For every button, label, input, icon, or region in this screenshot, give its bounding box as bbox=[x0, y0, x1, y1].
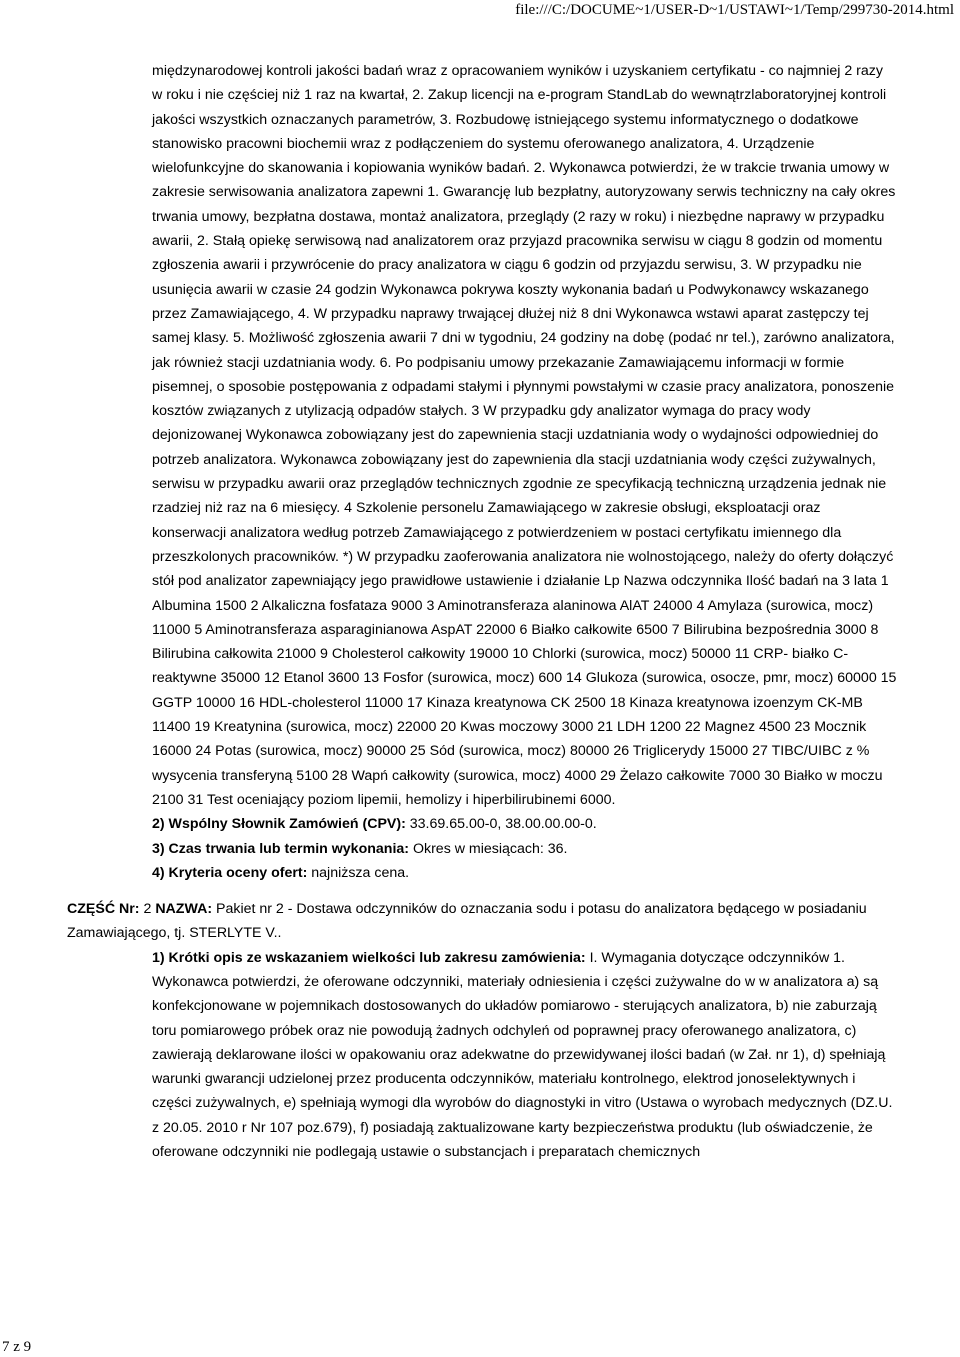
name-value: Pakiet nr 2 - Dostawa odczynników do oznaczania sodu i potasu do analizatora będącego w posiadaniu Zamawiającego, tj. STERLYTE V.. bbox=[67, 901, 867, 942]
duration-value: Okres w miesiącach: 36. bbox=[409, 840, 568, 857]
criteria-line bbox=[152, 861, 897, 885]
part-label: CZĘŚĆ Nr: bbox=[67, 901, 140, 918]
requirements-paragraph: międzynarodowej kontroli jakości badań wraz z opracowaniem wyników i uzyskaniem certyfikatu - co najmniej 2 razy w roku i nie częściej niż 1 raz na kwartał, 2. Zakup licencji na e-program StandLab do wewnątrzlaboratoryjnej kontroli jakości wszystkich oznaczanych parametrów, 3. Rozbudowę istniejącego systemu informatycznego o dodatkowe stanowisko pracowni biochemii wraz z podłączeniem do systemu oferowanego analizatora, 4. Urządzenie wielofunkcyjne do skanowania i kopiowania wyników badań. 2. Wykonawca potwierdzi, że w trakcie trwania umowy w zakresie serwisowania analizatora zapewni 1. Gwarancję lub bezpłatny, autoryzowany serwis techniczny na cały okres trwania umowy, bezpłatna dostawa, montaż analizatora, przeglądy (2 razy w roku) i niezbędne naprawy w przypadku awarii, 2. Stałą opiekę serwisową nad analizatorem oraz przyjazd pracownika serwisu w ciągu 8 godzin od momentu zgłoszenia awarii i przywrócenie do pracy analizatora w ciągu 6 godzin od przyjazdu serwisu, 3. W przypadku nie usunięcia awarii w czasie 24 godzin Wykonawca pokrywa koszty wykonania badań u Podwykonawcy wskazanego przez Zamawiającego, 4. W przypadku naprawy trwającej dłużej niż 8 dni Wykonawca wstawi aparat zastępczy tej samej klasy. 5. Możliwość zgłoszenia awarii 7 dni w tygodniu, 24 godziny na dobę (podać nr tel.), zarówno analizatora, jak również stacji uzdatniania wody. 6. Po podpisaniu umowy przekazanie Zamawiającemu informacji w formie pisemnej, o sposobie postępowania z odpadami stałymi i płynnymi powstałymi w czasie pracy analizatora, ponoszenie kosztów związanych z utylizacją odpadów stałych. 3 W przypadku gdy analizator wymaga do pracy wody dejonizowanej Wykonawca zobowiązany jest do zapewnienia stacji uzdatniania wody o wydajności odpowiedniej do potrzeb analizatora. Wykonawca zobowiązany jest do zapewnienia dla stacji uzdatniania wody części zużywalnych, serwisu w przypadku awarii oraz przeglądów technicznych zgodnie ze specyfikacją techniczną urządzenia jednak nie rzadziej niż raz na 6 miesięcy. 4 Szkolenie personelu Zamawiającego w zakresie obsługi, eksploatacji oraz konserwacji analizatora według potrzeb Zamawiającego z potwierdzeniem w postaci certyfikatu imiennego dla przeszkolonych pracowników. *) W przypadku zaoferowania analizatora nie wolnostojącego, należy do oferty dołączyć stół pod analizator zapewniający jego prawidłowe ustawienie i działanie Lp Nazwa odczynnika Ilość badań na 3 lata 1 Albumina 1500 2 Alkaliczna fosfataza 9000 3 Aminotransferaza alaninowa AlAT 24000 4 Amylaza (surowica, mocz) 11000 5 Aminotransferaza asparaginianowa AspAT 22000 6 Białko całkowite 6500 7 Bilirubina bezpośrednia 3000 8 Bilirubina całkowita 21000 9 Cholesterol całkowity 19000 10 Chlorki (surowica, mocz) 50000 11 CRP- białko C-reaktywne 35000 12 Etanol 3600 13 Fosfor (surowica, mocz) 600 14 Glukoza (surowica, osocze, pmr, mocz) 60000 15 GGTP 10000 16 HDL-cholesterol 11000 17 Kinaza kreatynowa CK 2500 18 Kinaza kreatynowa izoenzym CK-MB 11400 19 Kreatynina (surowica, mocz) 22000 20 Kwas moczowy 3000 21 LDH 1200 22 Magnez 4500 23 Mocznik 16000 24 Potas (surowica, mocz) 90000 25 Sód (surowica, mocz) 80000 26 Triglicerydy 15000 27 TIBC/UIBC z % wysycenia transferyną 5100 28 Wapń całkowity (surowica, mocz) 4000 29 Żelazo całkowite 7000 30 Białko w moczu 2100 31 Test oceniający poziom lipemii, hemolizy i hiperbilirubinemi 6000. bbox=[152, 63, 897, 808]
page-number: 7 z 9 bbox=[2, 1339, 32, 1355]
part-2-body bbox=[67, 946, 897, 1165]
criteria-label: 4) Kryteria oceny ofert: bbox=[152, 864, 308, 881]
part-number: 2 bbox=[139, 901, 156, 918]
duration-line bbox=[152, 837, 897, 861]
cpv-line bbox=[152, 812, 897, 836]
duration-label: 3) Czas trwania lub termin wykonania: bbox=[152, 840, 410, 857]
file-path-header: file:///C:/DOCUME~1/USER-D~1/USTAWI~1/Temp/299730-2014.html bbox=[515, 2, 954, 18]
criteria-value: najniższa cena. bbox=[307, 864, 410, 881]
name-label: NAZWA: bbox=[155, 901, 213, 918]
description-value: I. Wymagania dotyczące odczynników 1. Wykonawca potwierdzi, że oferowane odczynniki, materiały odniesienia i części zużywalne do w w analizatora a) są konfekcjonowane w pojemnikach dostosowanych do układów pomiarowo - sterujących analizatora, b) nie zaburzają toru pomiarowego próbek oraz nie powodują żadnych odchyleń od poprawnej pracy oferowanego analizatora, c) zawierają deklarowane ilości w opakowaniu oraz adekwatne do przewidywanej ilości badań (w Zał. nr 1), d) spełniają warunki gwarancji udzielonej przez producenta odczynników, materiału kontrolnego, elektrod jonoselektywnych i części zużywalnych, e) spełniają wymogi dla wyrobów do diagnostyki in vitro (Ustawa o wyrobach medycznych (DZ.U. z 20.05. 2010 r Nr 107 poz.679), f) posiadają zaktualizowane karty bezpieczeństwa produktu (lub oświadczenie, że oferowane odczynniki nie podlegają ustawie o substancjach i preparatach chemicznych bbox=[152, 949, 893, 1161]
cpv-value: 33.69.65.00-0, 38.00.00.00-0. bbox=[405, 816, 597, 833]
part-2-heading bbox=[67, 897, 897, 946]
section-1 bbox=[67, 59, 897, 885]
description-label: 1) Krótki opis ze wskazaniem wielkości lub zakresu zamówienia: bbox=[152, 949, 586, 966]
section-spacer bbox=[67, 885, 897, 897]
cpv-label: 2) Wspólny Słownik Zamówień (CPV): bbox=[152, 816, 406, 833]
document-content bbox=[67, 59, 897, 1164]
description-paragraph bbox=[152, 946, 897, 1165]
